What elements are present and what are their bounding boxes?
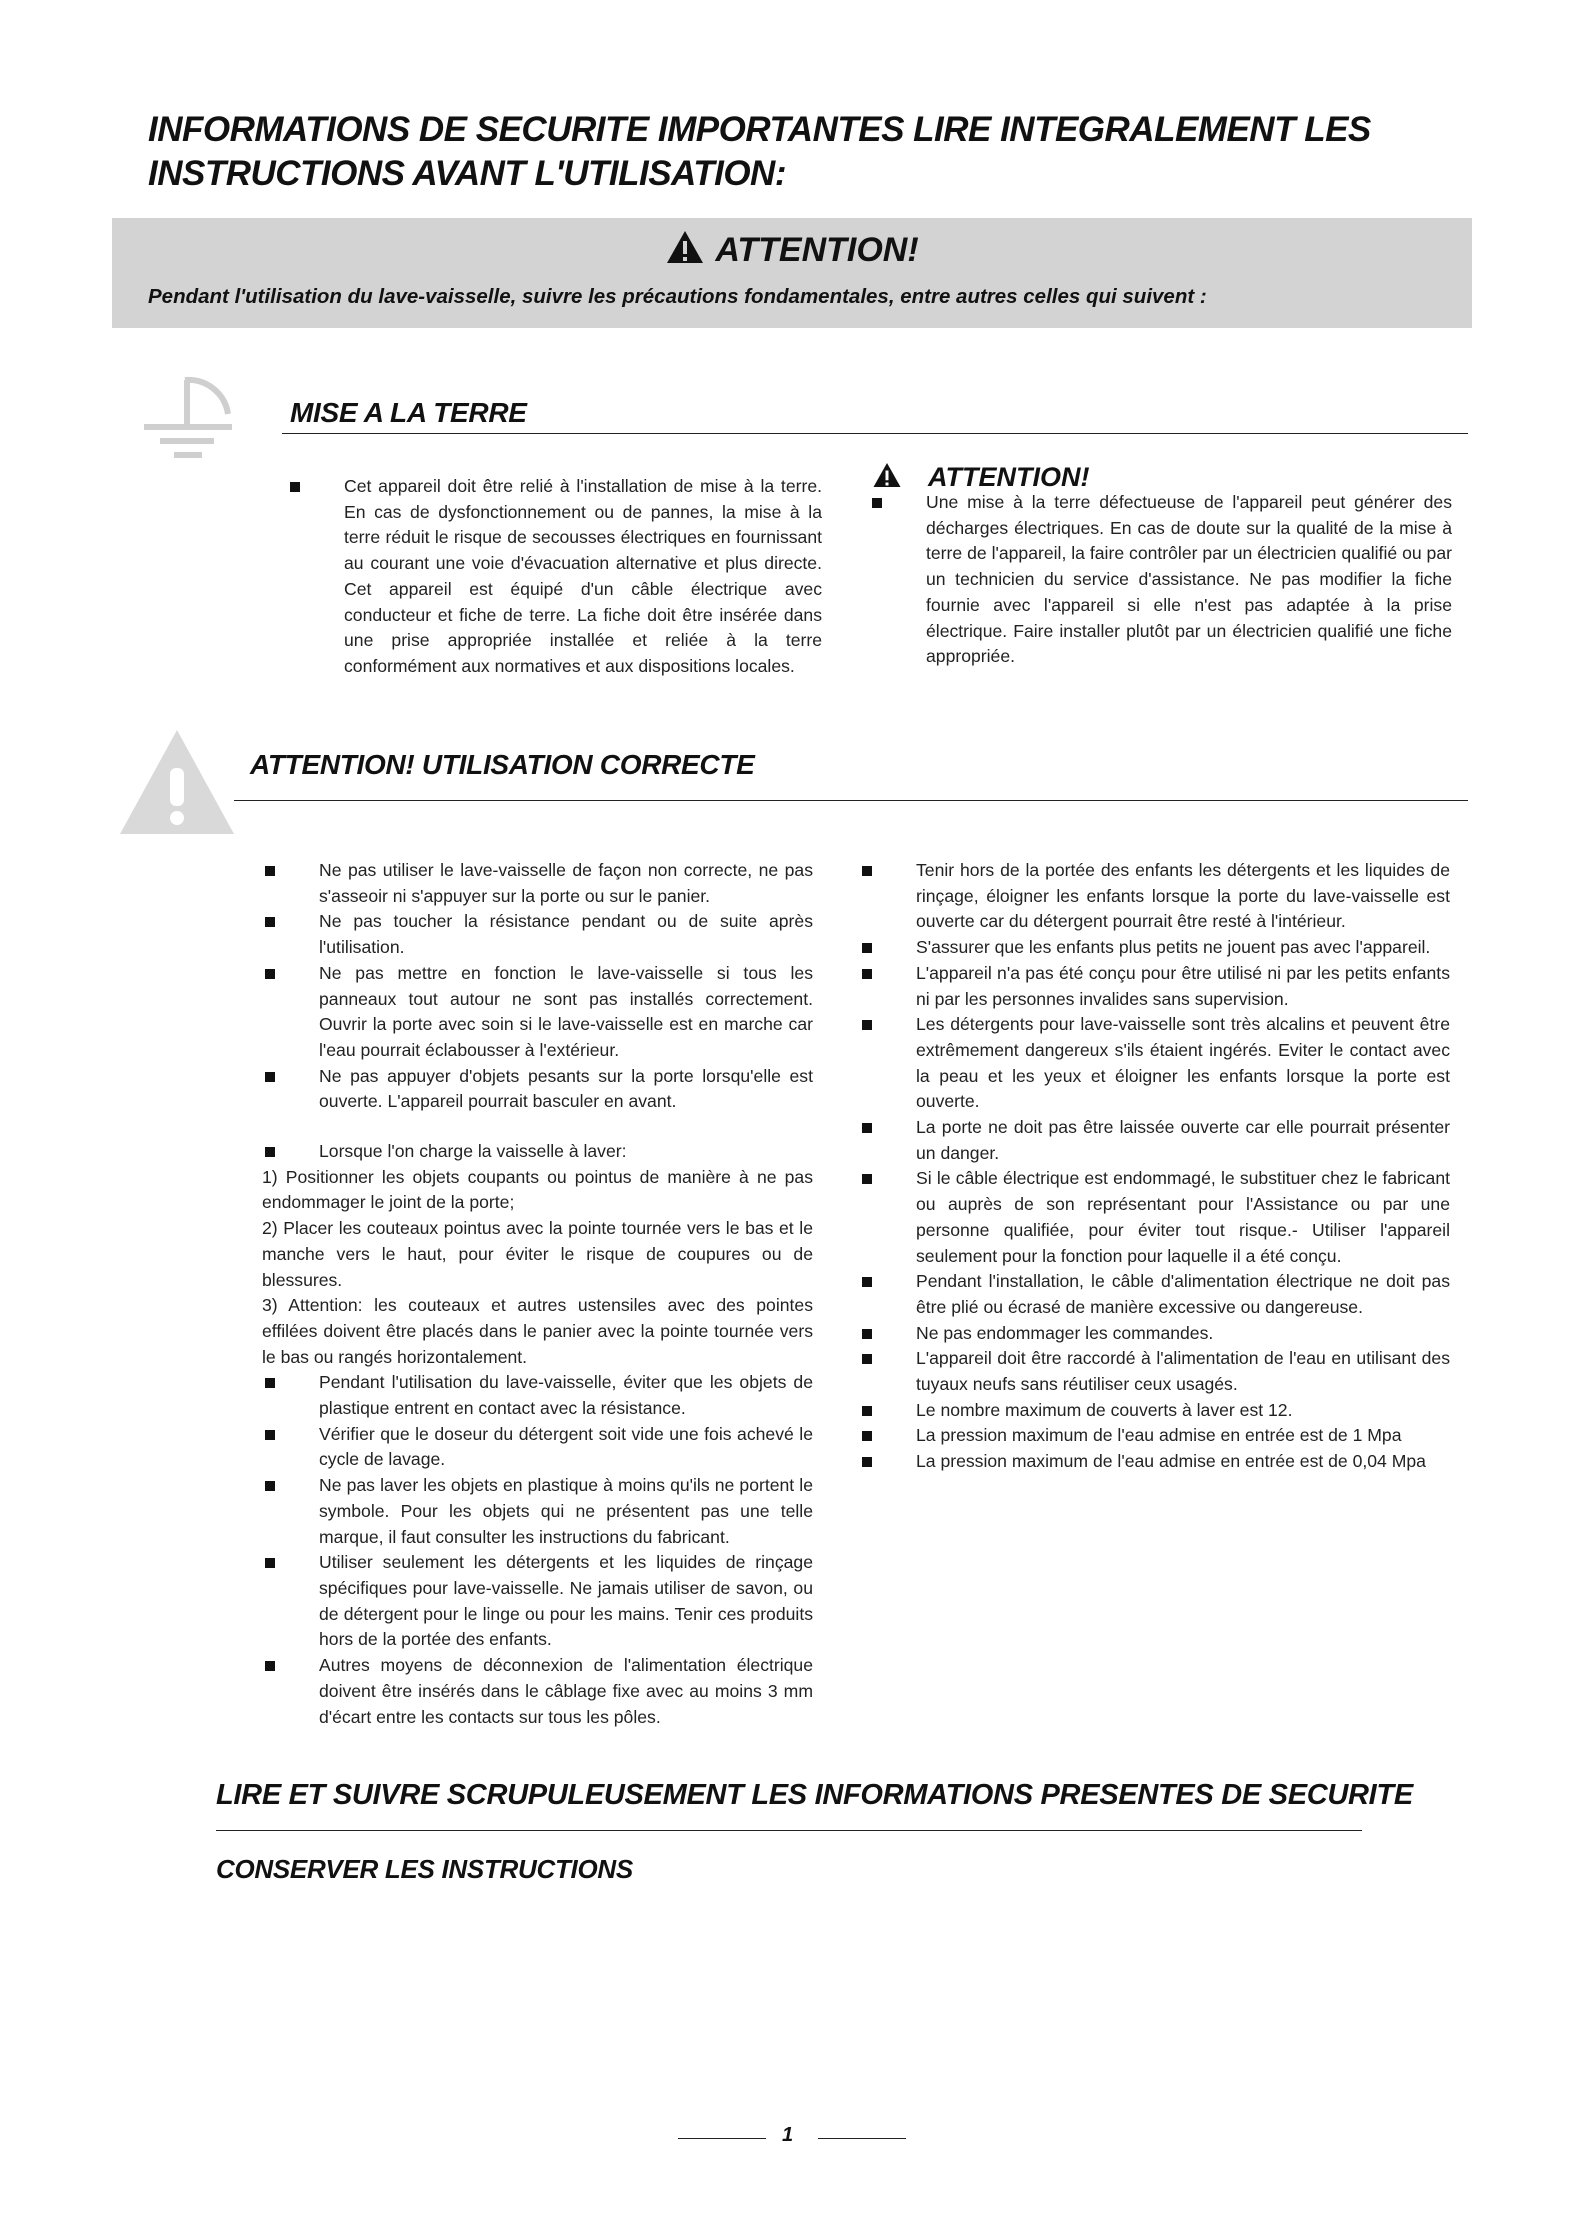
attention-banner [112,218,1472,328]
list-item-text: L'appareil doit être raccordé à l'alimentation de l'eau en utilisant des tuyaux neufs sans réutiliser ceux usagés. [916,1348,1450,1395]
read-follow-heading: LIRE ET SUIVRE SCRUPULEUSEMENT LES INFORMATIONS PRESENTES DE SECURITE [216,1779,1413,1811]
list-item-text: Vérifier que le doseur du détergent soit vide une fois achevé le cycle de lavage. [319,1423,813,1470]
grounding-warning-text: Une mise à la terre défectueuse de l'appareil peut générer des décharges électriques. En cas de doute sur la qualité de la mise à terre de l'appareil, la faire contrôler par un électricien qualifié ou par un technicien du service d'assistance. Ne pas modifier la fiche fournie avec l'appareil si elle n'est pas adaptée à la prise électrique. Faire installer plutôt par un électricien qualifié une fiche appropriée. [926,492,1452,667]
grounding-rule [282,433,1468,434]
page-title [148,108,1448,196]
usage-left-column [262,858,813,1730]
list-item [265,1550,813,1653]
list-item-text: Autres moyens de déconnexion de l'alimentation électrique doivent être insérés dans le câblage fixe avec au moins 3 mm d'écart entre les contacts sur tous les pôles. [319,1655,813,1727]
loading-intro: Lorsque l'on charge la vaisselle à laver: [319,1141,627,1162]
grounding-title: MISE A LA TERRE [290,397,527,428]
list-item [862,935,1450,961]
list-item-text: Ne pas toucher la résistance pendant ou de suite après l'utilisation. [319,911,813,958]
grounding-warning-title [872,460,1452,494]
banner-title [112,228,1472,276]
list-item-text: Tenir hors de la portée des enfants les détergents et les liquides de rinçage, éloigner les enfants lorsque la porte du lave-vaisselle est ouverte car du détergent pourrait être resté à l'intérieur. [916,860,1450,932]
loading-step: 2) Placer les couteaux pointus avec la pointe tournée vers le bas et le manche vers le haut, pour éviter le risque de coupures ou de blessures. [262,1218,813,1290]
warning-triangle-icon [872,460,928,494]
list-item-text: Utiliser seulement les détergents et les liquides de rinçage spécifiques pour lave-vaisselle. Ne jamais utiliser de savon, ou de détergent pour le linge ou pour les mains. Tenir ces produits hors de la portée des enfants. [319,1552,813,1650]
list-item-text: Ne pas endommager les commandes. [916,1322,1214,1343]
list-item-text: Ne pas laver les objets en plastique à moins qu'ils ne portent le symbole. Pour les objets qui ne présentent pas une telle marque, il faut consulter les instructions du fabricant. [319,1475,813,1547]
list-item-text: Le nombre maximum de couverts à laver est 12. [916,1399,1293,1420]
page-title-line-1: INFORMATIONS DE SECURITE IMPORTANTES LIRE INTEGRALEMENT LES [148,110,1371,149]
list-item [265,909,813,960]
usage-rule [234,800,1468,801]
list-item-text: La porte ne doit pas être laissée ouverte car elle pourrait présenter un danger. [916,1117,1450,1163]
list-item-text: La pression maximum de l'eau admise en entrée est de 1 Mpa [916,1425,1402,1446]
list-item-text: Ne pas utiliser le lave-vaisselle de façon non correcte, ne pas s'asseoir ni s'appuyer sur la porte ou sur le panier. [319,860,813,906]
usage-title: ATTENTION! UTILISATION CORRECTE [250,749,755,780]
list-item [862,961,1450,1012]
list-item-text: Pendant l'utilisation du lave-vaisselle, éviter que les objets de plastique entrent en contact avec la résistance. [319,1372,813,1419]
list-item [862,1012,1450,1115]
list-item [862,858,1450,935]
banner-title-text: ATTENTION! [715,231,919,269]
grounding-paragraph [290,474,822,680]
page-number: 1 [782,2124,794,2146]
list-item [872,490,1452,670]
grounding-warning [872,460,1452,670]
list-item [862,1346,1450,1397]
list-item [265,961,813,1064]
list-item [862,1166,1450,1269]
list-item-text: Pendant l'installation, le câble d'alimentation électrique ne doit pas être plié ou écrasé de manière excessive ou dangereuse. [916,1271,1450,1317]
list-item [862,1321,1450,1347]
list-item [265,858,813,909]
list-item-text: L'appareil n'a pas été conçu pour être utilisé ni par les petits enfants ni par les personnes invalides sans supervision. [916,962,1450,1009]
list-item-text: Si le câble électrique est endommagé, le substituer chez le fabricant ou auprès de son représentant pour l'Assistance ou par une personne qualifiée, pour éviter tout risque.- Utiliser l'appareil seulement pour la fonction pour laquelle il a été conçu. [916,1168,1450,1266]
list-item [862,1423,1450,1449]
list-item [862,1115,1450,1166]
page-number-rule-right [818,2138,906,2139]
list-item-text: Ne pas mettre en fonction le lave-vaisselle si tous les panneaux tout autour ne sont pas installés correctement. Ouvrir la porte avec soin si le lave-vaisselle est en marche car l'eau pourrait éclabousser à l'extérieur. [319,962,813,1060]
list-item [265,1653,813,1730]
list-item [265,1473,813,1550]
list-item [265,1370,813,1421]
list-item [265,1139,813,1165]
read-follow-rule [216,1830,1362,1831]
loading-step: 1) Positionner les objets coupants ou pointus de manière à ne pas endommager le joint de la porte; [262,1166,813,1213]
large-warning-icon [118,728,236,843]
warning-triangle-icon [665,229,705,276]
list-item-text: La pression maximum de l'eau admise en entrée est de 0,04 Mpa [916,1451,1426,1472]
list-item [290,474,822,680]
list-item-text: Les détergents pour lave-vaisselle sont très alcalins et peuvent être extrêmement dangereux s'ils étaient ingérés. Eviter le contact avec la peau et les yeux et éloigner les enfants lorsque la porte est ouverte. [916,1014,1450,1112]
usage-right-column [862,858,1450,1475]
keep-instructions-heading: CONSERVER LES INSTRUCTIONS [216,1854,633,1884]
list-item-text: Ne pas appuyer d'objets pesants sur la porte lorsqu'elle est ouverte. L'appareil pourrait basculer en avant. [319,1065,813,1112]
page-number-rule-left [678,2138,766,2139]
list-item-text: S'assurer que les enfants plus petits ne jouent pas avec l'appareil. [916,937,1431,958]
banner-subtitle: Pendant l'utilisation du lave-vaisselle, suivre les précautions fondamentales, entre autres celles qui suivent : [148,285,1207,308]
loading-step: 3) Attention: les couteaux et autres ustensiles avec des pointes effilées doivent être placés dans le panier avec la pointe tournée vers le bas ou rangés horizontalement. [262,1295,813,1367]
list-item [862,1398,1450,1424]
list-item [862,1449,1450,1475]
list-item [265,1422,813,1473]
list-item [265,1064,813,1115]
ground-icon [140,376,240,481]
grounding-paragraph-text: Cet appareil doit être relié à l'installation de mise à la terre. En cas de dysfonctionnement ou de pannes, la mise à la terre réduit le risque de secousses électriques en fournissant au courant une voie d'évacuation alternative et plus directe. Cet appareil est équipé d'un câble électrique avec conducteur et fiche de terre. La fiche doit être insérée dans une prise appropriée installée et reliée à la terre conformément aux normatives et aux dispositions locales. [344,476,822,676]
page-title-line-2: INSTRUCTIONS AVANT L'UTILISATION: [148,154,786,193]
grounding-warning-title-text: ATTENTION! [928,462,1090,492]
list-item [862,1269,1450,1320]
